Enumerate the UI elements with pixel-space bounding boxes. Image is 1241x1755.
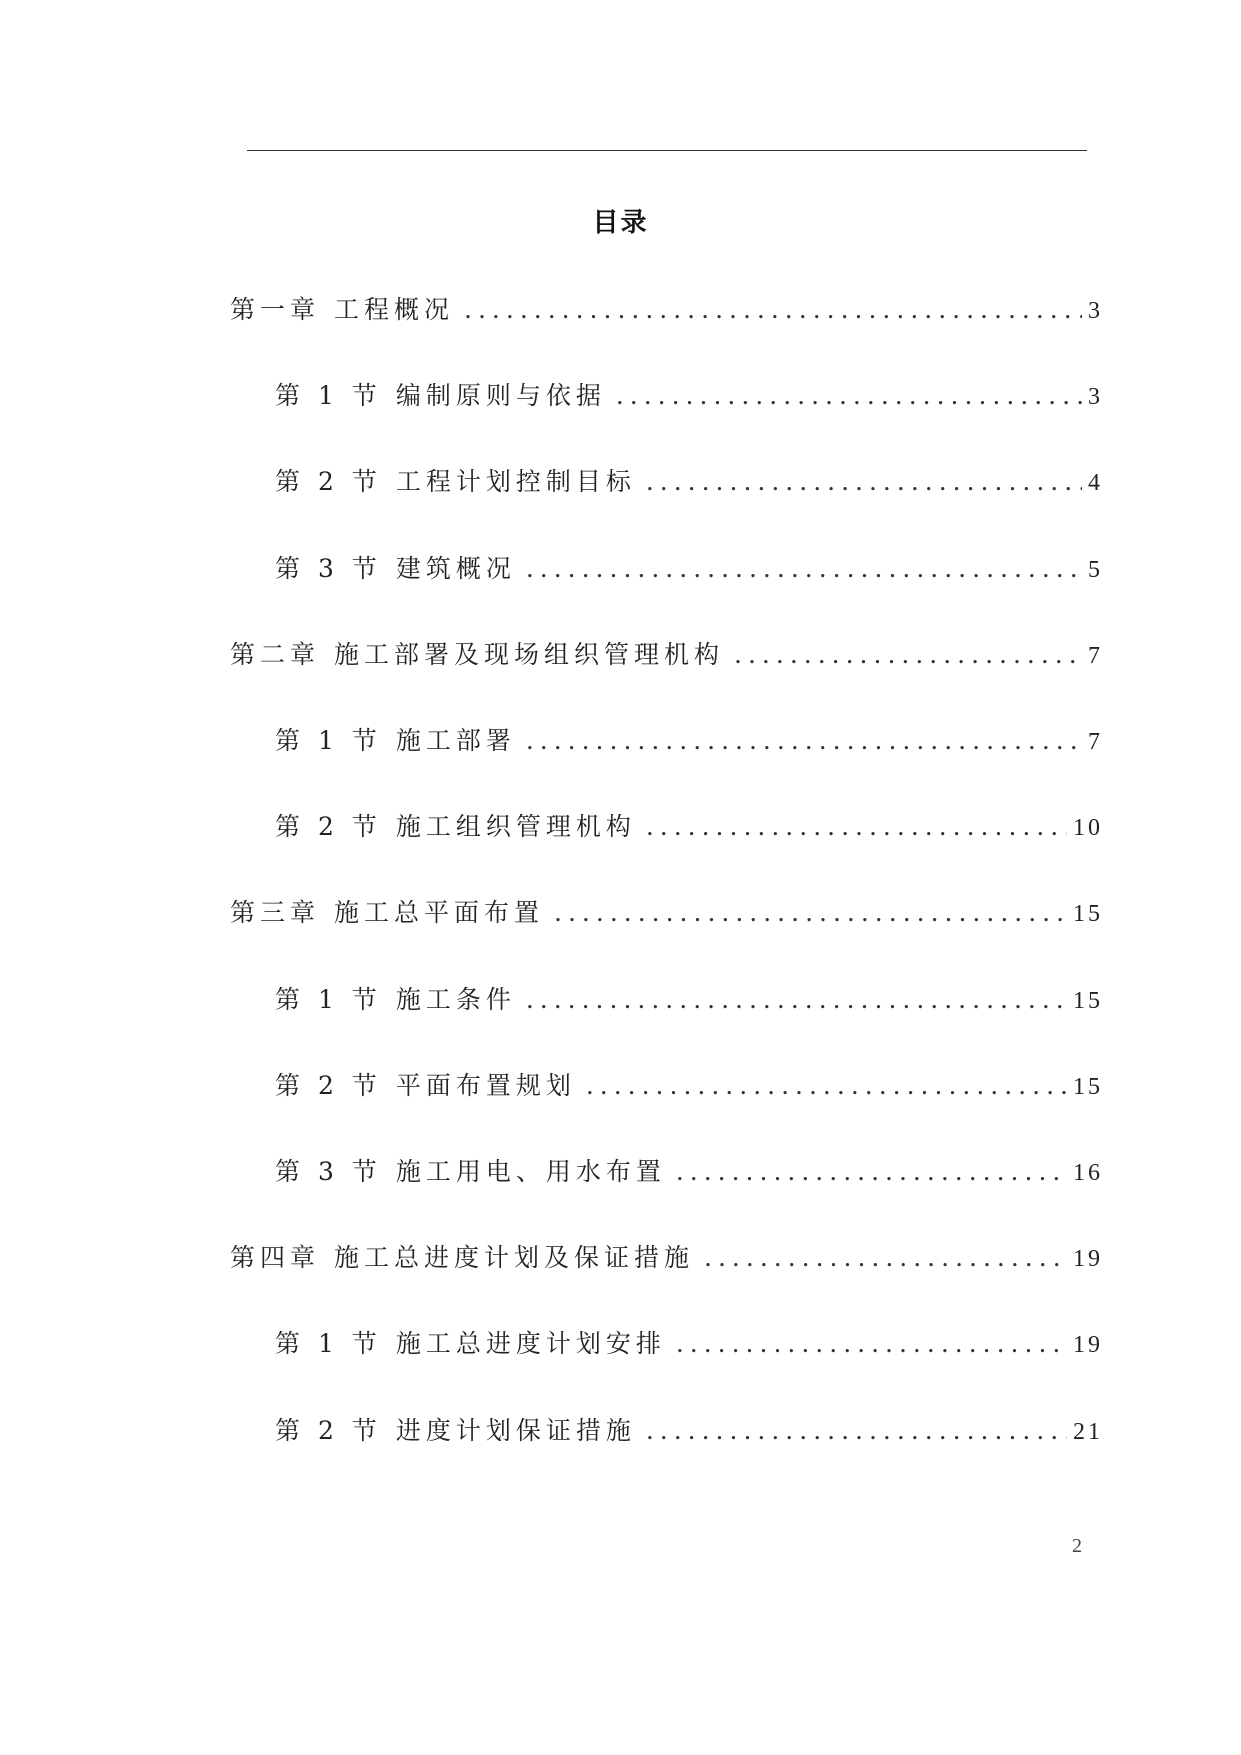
toc-entry-page: 3 [1088,298,1103,324]
toc-entry-heading: 施工部署 [395,726,516,755]
toc-entry-heading: 编制原则与依据 [395,381,606,411]
toc-entry-section[interactable] [275,1152,1103,1192]
toc-entry-heading: 进度计划保证措施 [395,1415,636,1445]
toc-dot-leader [526,554,1082,583]
toc-entry-number: 第一章 [230,295,321,324]
toc-entry-number: 第二章 [230,639,321,669]
toc-dot-leader [464,295,1082,324]
toc-entry-number: 第三章 [230,898,321,928]
toc-dot-leader [586,1071,1067,1100]
toc-dot-leader [646,467,1082,496]
toc-entry-number: 第 2 节 [275,1415,382,1445]
toc-entry-chapter[interactable] [230,635,1103,675]
toc-dot-leader [676,1157,1067,1186]
toc-entry-heading: 施工部署及现场组织管理机构 [334,639,725,669]
toc-entry-heading: 建筑概况 [395,553,516,583]
toc-dot-leader [676,1329,1067,1358]
toc-dot-leader [554,898,1067,927]
toc-entry-number: 第 1 节 [275,381,382,411]
toc-entry-page: 7 [1088,729,1103,755]
toc-entry-page: 7 [1088,642,1103,669]
toc-entry-number: 第 1 节 [275,726,382,755]
toc-entry-chapter[interactable] [230,1238,1103,1278]
toc-entry-heading: 工程计划控制目标 [395,467,636,497]
toc-entry-chapter[interactable] [230,290,1103,330]
toc-entry-page: 15 [1073,901,1103,928]
toc-dot-leader [646,1416,1067,1445]
toc-entry-heading: 平面布置规划 [395,1070,576,1100]
toc-entry-section[interactable] [275,807,1103,847]
toc-entry-number: 第 2 节 [275,467,382,497]
toc-entry-heading: 施工组织管理机构 [395,812,636,842]
toc-entry-section[interactable] [275,980,1103,1020]
toc-dot-leader [646,812,1067,841]
toc-entry-page: 15 [1073,987,1103,1014]
toc-entry-number: 第 2 节 [275,1070,382,1100]
toc-entry-number: 第 1 节 [275,1329,382,1359]
toc-entry-heading: 施工总进度计划安排 [395,1329,666,1359]
toc-dot-leader [616,381,1082,410]
toc-entry-section[interactable] [275,1066,1103,1106]
toc-entry-heading: 施工总平面布置 [334,898,545,928]
toc-entry-section[interactable] [275,1324,1103,1364]
toc-entry-section[interactable] [275,376,1103,416]
toc-entry-page: 5 [1088,556,1103,583]
toc-entry-page: 16 [1073,1160,1103,1186]
toc-entry-number: 第 3 节 [275,553,382,583]
toc-entry-number: 第 3 节 [275,1157,382,1186]
toc-title: 目录 [592,208,649,238]
toc-entry-number: 第四章 [230,1243,321,1273]
toc-entry-heading: 施工用电、用水布置 [395,1157,666,1186]
toc-entry-section[interactable] [275,721,1103,761]
toc-dot-leader [526,985,1067,1014]
toc-entry-number: 第 1 节 [275,984,382,1014]
toc-entry-page: 19 [1073,1332,1103,1359]
toc-entry-heading: 施工条件 [395,984,516,1014]
toc-entry-number: 第 2 节 [275,812,382,842]
toc-entry-page: 3 [1088,384,1103,411]
page-number: 2 [1072,1535,1082,1557]
toc-entry-page: 15 [1073,1073,1103,1100]
toc-dot-leader [734,640,1082,669]
toc-dot-leader [704,1243,1067,1272]
toc-entry-heading: 施工总进度计划及保证措施 [334,1243,695,1273]
toc-entry-heading: 工程概况 [334,295,455,324]
toc-entry-chapter[interactable] [230,893,1103,933]
toc-entry-section[interactable] [275,1411,1103,1451]
toc-entry-page: 21 [1073,1418,1103,1445]
toc-entry-section[interactable] [275,549,1103,589]
toc-entry-page: 10 [1073,815,1103,842]
toc-entry-page: 4 [1088,470,1103,497]
toc-entry-page: 19 [1073,1246,1103,1273]
toc-dot-leader [526,726,1082,755]
toc-entry-section[interactable] [275,462,1103,502]
